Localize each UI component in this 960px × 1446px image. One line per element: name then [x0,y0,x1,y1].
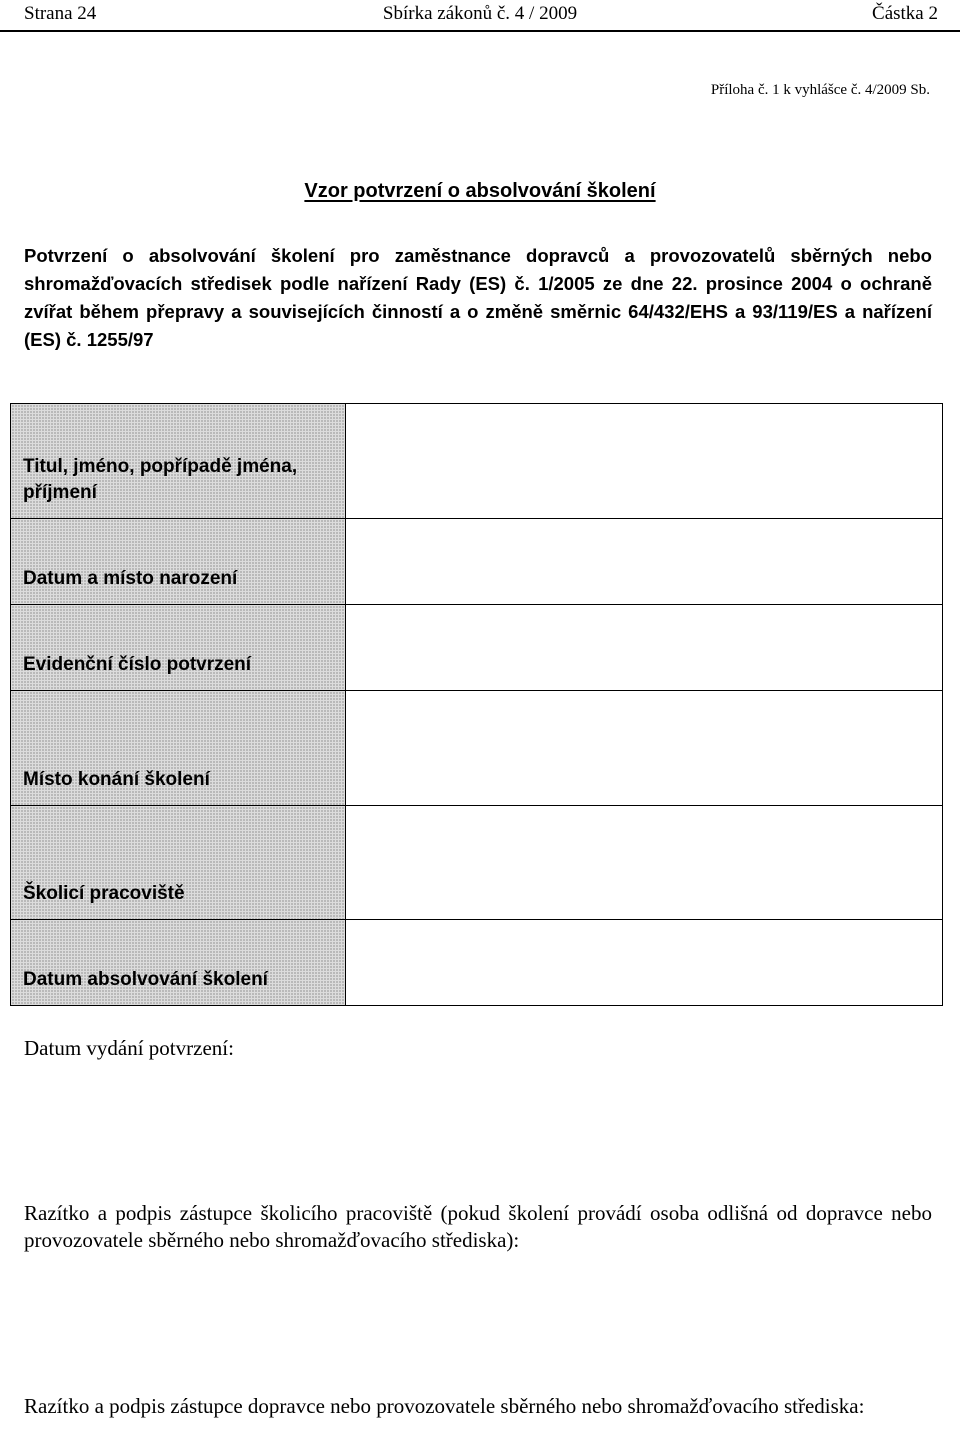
form-label: Datum absolvování školení [11,920,346,1006]
page-number: Strana 24 [24,3,97,24]
page-header [0,0,960,32]
part-number: Částka 2 [872,3,938,24]
form-label: Místo konání školení [11,691,346,806]
form-row-name [11,404,943,519]
collection-title: Sbírka zákonů č. 4 / 2009 [382,3,578,24]
form-label: Školicí pracoviště [11,806,346,920]
form-label: Titul, jméno, popřípadě jména, příjmení [11,404,346,519]
form-row-birth [11,519,943,605]
form-row-date [11,920,943,1006]
issue-date-label: Datum vydání potvrzení: [24,1036,234,1060]
form-row-site [11,806,943,920]
intro-paragraph: Potvrzení o absolvování školení pro zaměstnance dopravců a provozovatelů sběrných nebo shromažďovacích středisek podle nařízení Rady (ES) č. 1/2005 ze dne 22. prosince 2004 o ochraně zvířat během přepravy a souvisejících činností a o změně směrnic 64/432/EHS a 93/119/ES a nařízení (ES) č. 1255/97 [24,245,932,350]
document-title: Vzor potvrzení o absolvování školení [304,180,656,202]
form-row-place [11,691,943,806]
form-value-field[interactable] [346,691,943,806]
form-label: Evidenční číslo potvrzení [11,605,346,691]
form-value-field[interactable] [346,806,943,920]
certificate-form-table [10,403,943,1006]
form-value-field[interactable] [346,920,943,1006]
annex-reference: Příloha č. 1 k vyhlášce č. 4/2009 Sb. [710,82,930,98]
form-label: Datum a místo narození [11,519,346,605]
form-value-field[interactable] [346,404,943,519]
form-value-field[interactable] [346,519,943,605]
form-row-number [11,605,943,691]
training-site-stamp-label: Razítko a podpis zástupce školicího pracoviště (pokud školení provádí osoba odlišná od dopravce nebo provozovatele sběrného nebo shromažďovacího střediska): [24,1201,932,1252]
form-value-field[interactable] [346,605,943,691]
carrier-stamp-label: Razítko a podpis zástupce dopravce nebo provozovatele sběrného nebo shromažďovacího střediska: [24,1394,865,1418]
